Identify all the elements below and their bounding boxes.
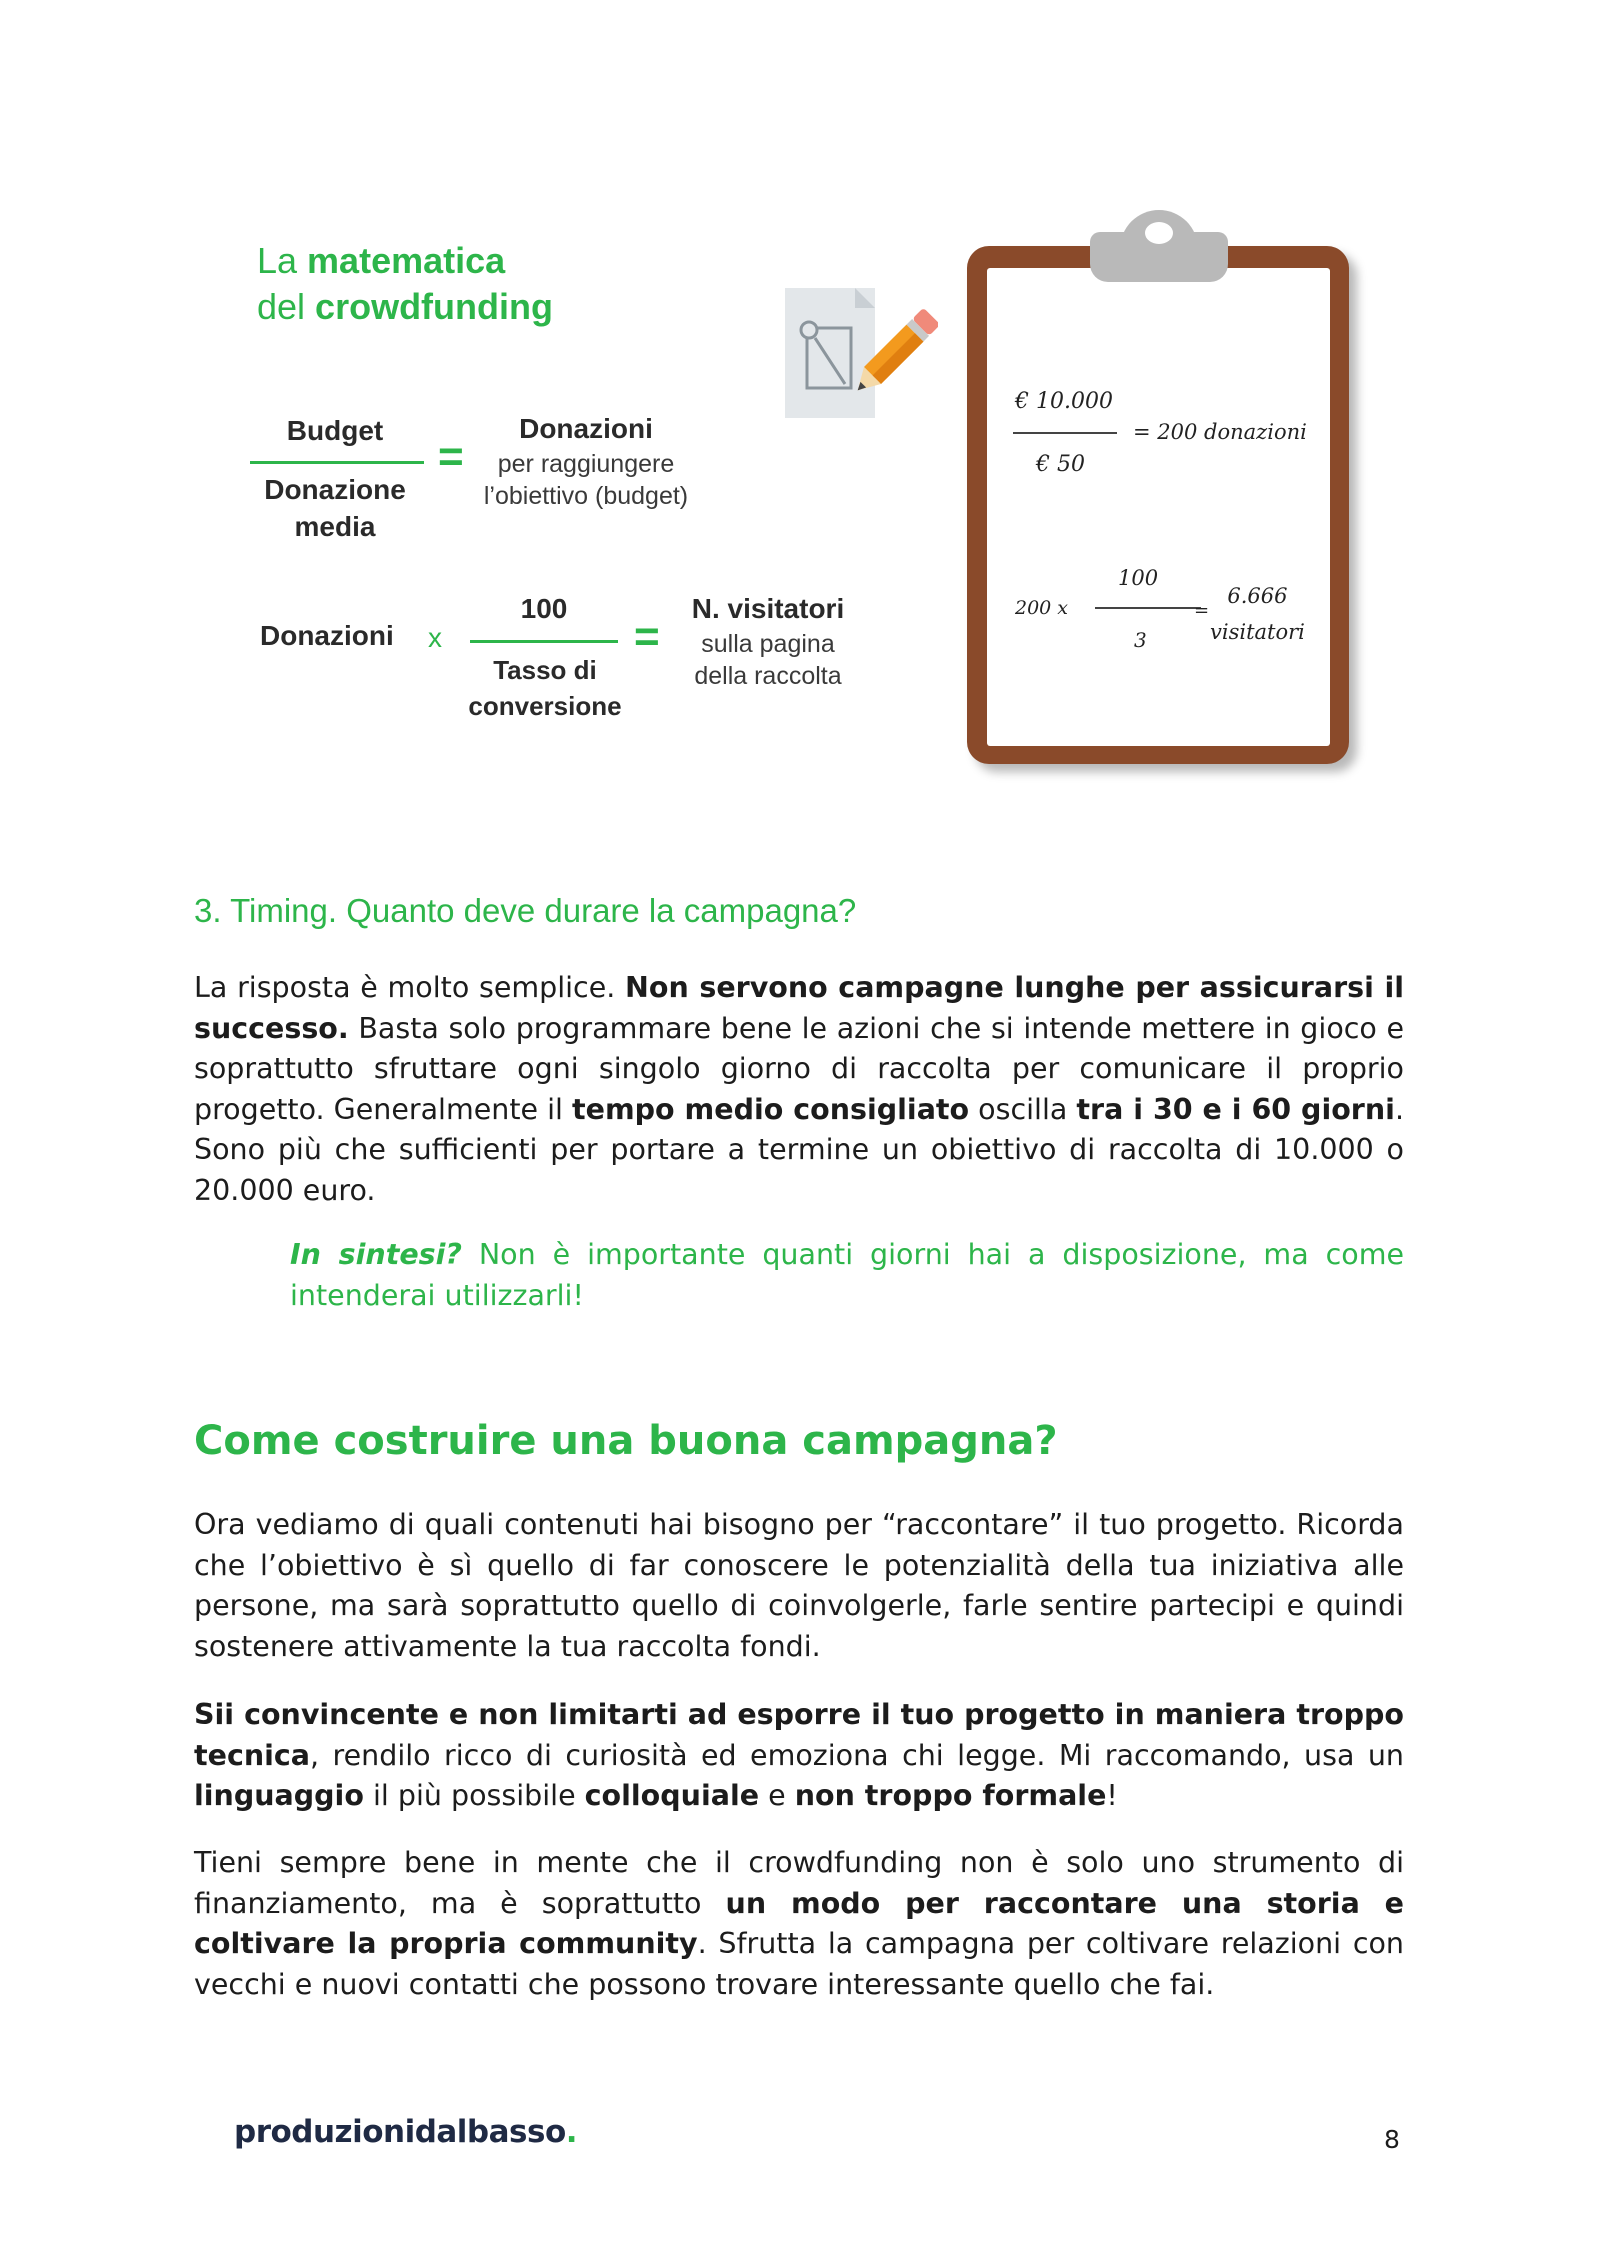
formula2-times: x (428, 622, 442, 653)
calc2-equals: = (1194, 600, 1210, 621)
build-paragraph-3: Tieni sempre bene in mente che il crowdfunding non è solo uno strumento di finanziamento, ma è soprattutto un modo per raccontare una storia e coltivare la propria community. Sfrutta la campagna per coltivare relazioni con vecchi e nuovi contatti che possono trovare interessante quello che fai. (194, 1846, 1405, 2001)
pencil-icon (848, 305, 938, 405)
clipboard-paper (987, 268, 1330, 746)
formula2-equals: = (634, 612, 660, 661)
build-paragraph-1: Ora vediamo di quali contenuti hai bisogno per “raccontare” il tuo progetto. Ricorda che l’obiettivo è sì quello di far conoscere le potenzialità della tua iniziativa alle persone, ma sarà soprattutto quello di coinvolgerle, farle sentire partecipi e quindi sostenere attivamente la tua raccolta fondi. (194, 1508, 1404, 1663)
formula1-denominator: Donazione media (264, 474, 406, 542)
build-campaign-heading: Come costruire una buona campagna? (194, 1418, 1058, 1464)
formula2-denominator: Tasso di conversione (468, 655, 622, 721)
calc1-fraction-line (1013, 432, 1117, 434)
calc2-result: 6.666 visitatori (1210, 584, 1305, 644)
formula1-result: Donazioni per raggiungere l’obiettivo (budget) (483, 413, 689, 510)
formula2-left: Donazioni (260, 620, 394, 651)
calc1-denominator: € 50 (1036, 452, 1085, 477)
summary-quote: In sintesi? Non è importante quanti giorni hai a disposizione, ma come intenderai utilizzarli! (290, 1238, 1404, 1312)
calc2-fraction-line (1095, 607, 1201, 609)
formula2-fraction-line (470, 640, 618, 643)
formula1-fraction-line (250, 461, 424, 464)
crowdfunding-math-infographic (0, 0, 1600, 800)
calc2-left: 200 x (1015, 597, 1069, 619)
timing-heading: 3. Timing. Quanto deve durare la campagna? (194, 892, 857, 929)
formula1-equals: = (438, 432, 464, 481)
infographic-title: La matematica del crowdfunding (257, 240, 554, 327)
formula2-result: N. visitatori sulla pagina della raccolta (691, 593, 845, 690)
formula2-numerator: 100 (520, 593, 568, 624)
clipboard-clip-hole (1145, 222, 1173, 244)
calc2-numerator: 100 (1118, 566, 1159, 590)
timing-paragraph: La risposta è molto semplice. Non servono campagne lunghe per assicurarsi il successo. Basta solo programmare bene le azioni che si intende mettere in gioco e soprattutto sfruttare ogni singolo giorno di raccolta per comunicare il proprio progetto. Generalmente il tempo medio consigliato oscilla tra i 30 e i 60 giorni. Sono più che sufficienti per portare a termine un obiettivo di raccolta di 10.000 o 20.000 euro. (194, 971, 1404, 1207)
calc2-denominator: 3 (1134, 628, 1147, 652)
calc1-result: = 200 donazioni (1133, 420, 1307, 444)
calc1-numerator: € 10.000 (1015, 389, 1113, 414)
page-number: 8 (1384, 2125, 1400, 2154)
build-paragraph-2: Sii convincente e non limitarti ad esporre il tuo progetto in maniera troppo tecnica, rendilo ricco di curiosità ed emoziona chi legge. Mi raccomando, usa un linguaggio il più possibile colloquiale e non troppo formale! (194, 1698, 1404, 1812)
formula1-numerator: Budget (286, 415, 384, 446)
brand-logo: produzionidalbasso. (234, 2114, 578, 2150)
